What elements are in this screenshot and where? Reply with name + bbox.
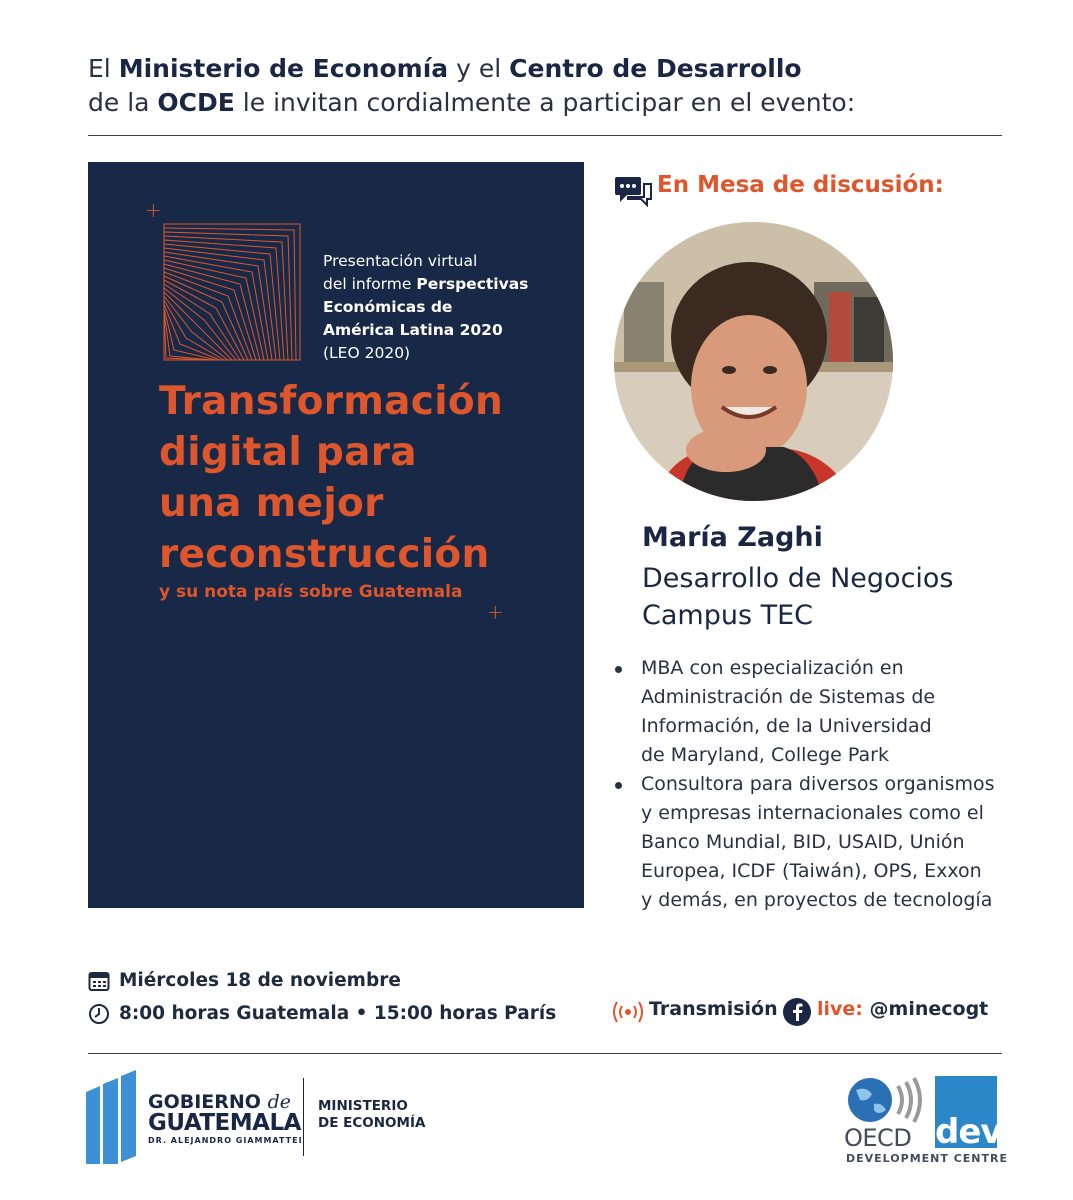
bio-item: Consultora para diversos organismos y empresas internacionales como el Banco Mundial, BID, USAID, Unión Europea, ICDF (Taiwán), OPS, Exxon y demás, en proyectos de tecnología [611, 770, 1021, 915]
event-time: 8:00 horas Guatemala • 15:00 horas París [119, 1003, 557, 1024]
line-pattern-graphic [162, 222, 302, 362]
bio-item: MBA con especialización en Administración de Sistemas de Información, de la Universidad de Maryland, College Park [611, 654, 1021, 770]
event-date: Miércoles 18 de noviembre [119, 970, 401, 991]
discussion-label: En Mesa de discusión: [657, 172, 944, 198]
gobierno-guatemala-logo-text: GOBIERNO de GUATEMALA DR. ALEJANDRO GIAMMATTEI [148, 1091, 303, 1145]
speaker-photo [614, 222, 893, 501]
clock-icon [88, 1003, 110, 1025]
gobierno-guatemala-logo-mark [86, 1070, 142, 1164]
calendar-icon [88, 970, 110, 992]
bullet-dot [615, 666, 622, 673]
invitation-intro: El Ministerio de Economía y el Centro de Desarrollo de la OCDE le invitan cordialmente a participar en el evento: [88, 54, 856, 117]
bullet-dot [615, 782, 622, 789]
logo-divider [303, 1078, 304, 1156]
centre-name: Centro de Desarrollo [509, 54, 802, 83]
oecd-wordmark: OECD [844, 1124, 912, 1152]
report-subtitle: Presentación virtual del informe Perspectivas Económicas de América Latina 2020 (LEO 2020) [323, 252, 529, 362]
broadcast-icon [612, 1000, 644, 1024]
chat-bubbles-icon [614, 176, 652, 208]
event-poster-panel [88, 162, 584, 908]
ministry-name: Ministerio de Economía [118, 54, 449, 83]
top-divider [88, 135, 1002, 136]
ministerio-economia-label: MINISTERIO DE ECONOMÍA [318, 1098, 426, 1131]
development-centre-label: DEVELOPMENT CENTRE [846, 1152, 1008, 1165]
plus-decoration: + [487, 600, 504, 624]
bottom-divider [88, 1053, 1002, 1054]
plus-decoration: + [145, 198, 162, 222]
speaker-name: María Zaghi [642, 522, 823, 553]
dev-wordmark: dev [935, 1112, 1002, 1152]
ocde-name: OCDE [157, 88, 235, 117]
speaker-role: Desarrollo de Negocios Campus TEC [642, 563, 954, 631]
globe-icon [846, 1076, 934, 1124]
event-title: Transformación digital para una mejor reconstrucción [159, 379, 504, 577]
facebook-icon[interactable] [782, 997, 812, 1027]
event-tagline: y su nota país sobre Guatemala [159, 582, 463, 602]
speaker-bio-list [611, 654, 1021, 915]
live-handle[interactable]: live: @minecogt [817, 998, 989, 1020]
stream-label: Transmisión [649, 998, 778, 1020]
